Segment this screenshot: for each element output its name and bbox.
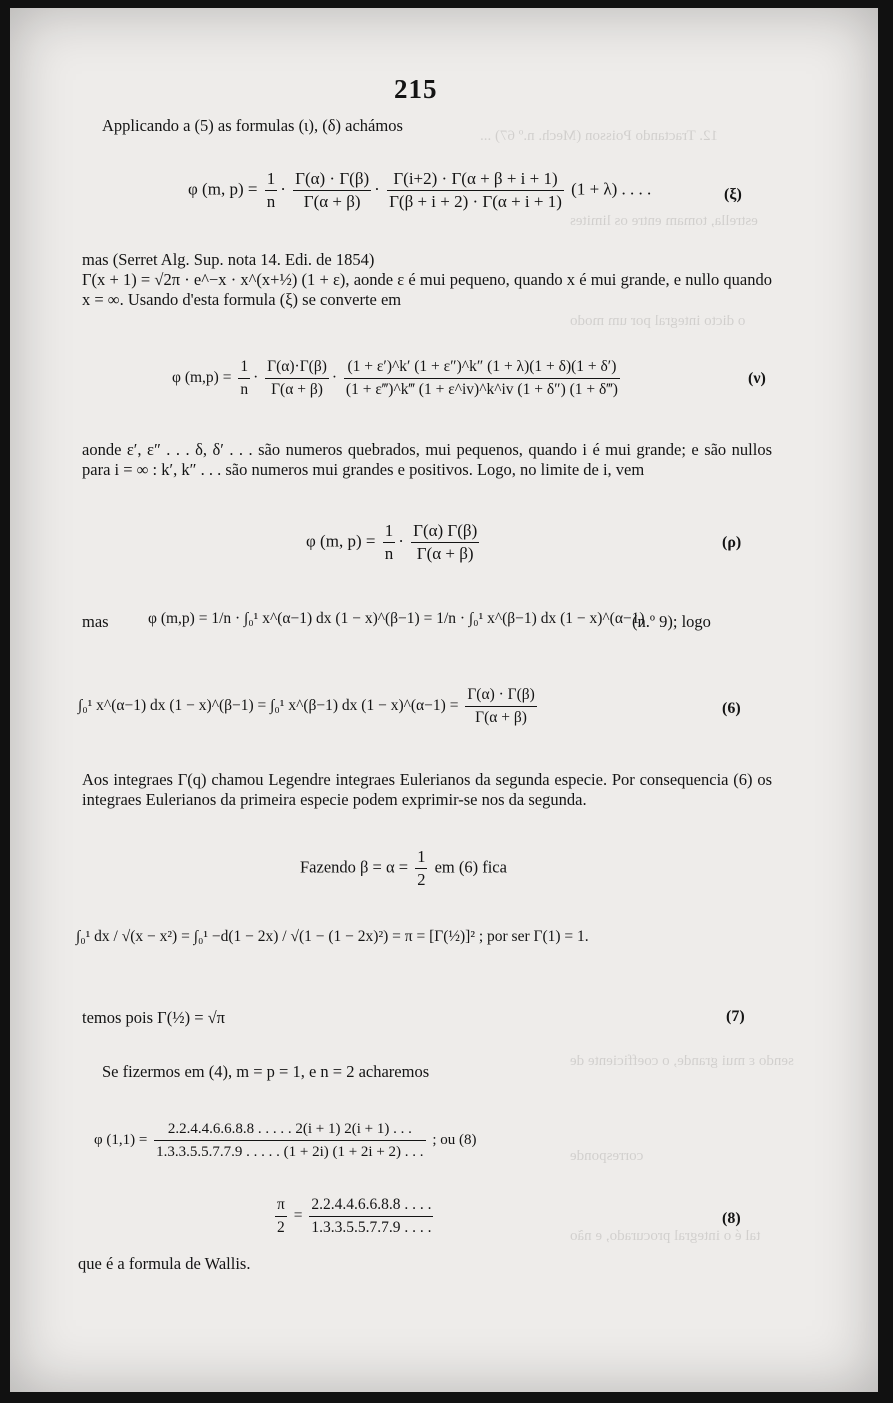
bleed-through-text: 12. Tractando Poisson (Mech. n.º 67) ... bbox=[480, 128, 718, 144]
equation-8: $\frac{\pi}{2}$ = $\frac{2.2.4.4.6.6.8.8 . . . .}{1.3.3.5.5.7.7.9 . . . .}$ bbox=[272, 1194, 436, 1239]
fraction bbox=[275, 1194, 287, 1239]
fraction-denominator: Γ(α + β) bbox=[271, 381, 323, 398]
equation-lhs: φ (m,p) = bbox=[172, 369, 232, 387]
fraction-denominator: 1.3.3.5.5.7.7.9 . . . . . (1 + 2i) (1 + 2i + 2) . . . bbox=[156, 1144, 424, 1160]
equation-6 bbox=[78, 684, 540, 729]
equation-tag: (ρ) bbox=[722, 534, 742, 551]
equation-integral bbox=[76, 928, 589, 946]
fraction-numerator: Γ(α)·Γ(β) bbox=[265, 356, 329, 379]
fraction-numerator: 2.2.4.4.6.6.8.8 . . . . bbox=[309, 1194, 433, 1217]
fraction-numerator: π bbox=[275, 1194, 287, 1217]
fraction bbox=[383, 520, 396, 565]
equation-part: ∫₀¹ x^(α−1) dx (1 − x)^(β−1) = ∫₀¹ x^(β−1) dx (1 − x)^(α−1) = bbox=[78, 697, 459, 715]
equation-part: ∫₀¹ dx / √(x − x²) = bbox=[76, 928, 190, 945]
fraction bbox=[265, 356, 329, 401]
fraction bbox=[387, 168, 564, 213]
closing-text: que é a formula de Wallis. bbox=[78, 1254, 251, 1273]
fazendo-post: em (6) fica bbox=[434, 857, 507, 877]
equation-reference: (n.º 9); logo bbox=[632, 612, 711, 631]
fraction-denominator: Γ(β + i + 2) · Γ(α + i + 1) bbox=[389, 192, 562, 211]
equation-rho: φ (m, p) = $\frac{1}{n}$ · $\frac{\Gamma(\alpha) \Gamma(\beta)}{\Gamma(\alpha + \beta)}$ bbox=[306, 521, 478, 563]
equation-tag: (6) bbox=[722, 700, 741, 717]
legendre-text: Aos integraes Γ(q) chamou Legendre integraes Eulerianos da segunda especie. Por consequencia (6) os integraes Eulerianos da primeira especie podem exprimir-se nos da segunda. bbox=[82, 770, 772, 809]
fazendo-pre: Fazendo β = α = bbox=[300, 857, 409, 877]
fraction bbox=[238, 356, 250, 401]
equation-part: = 1/n · ∫₀¹ x^(β−1) dx (1 − x)^(α−1) bbox=[423, 610, 645, 627]
fraction-denominator: Γ(α + β) bbox=[416, 544, 474, 563]
equation-lhs: φ (m, p) = bbox=[188, 179, 258, 199]
fraction-numerator: Γ(α) Γ(β) bbox=[411, 520, 479, 543]
equation-nu: φ (m,p) = $\frac{1}{n}$ · $\frac{\Gamma(\alpha)\cdot\Gamma(\beta)}{\Gamma(\alpha + \beta)}$ · $\frac{(1 + \varepsilon')\^{}k' (1 + \varepsilon'')\^{}k'' (1 + \lambda)(1 + \delta)(1 + \delta')}{(1 + \varepsilon‴)\^{}k‴ (1 + \varepsilon\^{}iv)\^{}k\^{}iv (1 + \delta'') (1 + \delta‴)}$ bbox=[172, 356, 623, 401]
bleed-through-text: tal é o integral procurado, e não bbox=[570, 1228, 761, 1244]
equation-tag: (ν) bbox=[748, 370, 766, 387]
fraction-numerator: Γ(α) · Γ(β) bbox=[465, 684, 537, 707]
fraction-numerator: (1 + ε′)^k′ (1 + ε″)^k″ (1 + λ)(1 + δ)(1 + δ′) bbox=[344, 356, 620, 379]
serret-reference: mas (Serret Alg. Sup. nota 14. Edi. de 1854) bbox=[82, 250, 375, 269]
equation-lhs: φ (m, p) = bbox=[306, 531, 376, 551]
fraction bbox=[411, 520, 479, 565]
equation-wallis-phi bbox=[94, 1118, 476, 1163]
fraction-numerator: 1 bbox=[265, 168, 278, 191]
equation-tag: (7) bbox=[726, 1008, 745, 1025]
fraction-numerator: 1 bbox=[415, 846, 427, 869]
equation-tag: (ξ) bbox=[724, 186, 742, 203]
intro-line: Applicando a (5) as formulas (ι), (δ) achámos bbox=[102, 116, 403, 135]
equation-7: temos pois Γ(½) = √π bbox=[82, 1008, 226, 1027]
fraction-denominator: (1 + ε‴)^k‴ (1 + ε^iv)^k^iv (1 + δ″) (1 + δ‴) bbox=[345, 381, 618, 398]
equation-xi: φ (m, p) = $\frac{1}{n}$ · $\frac{\Gamma(\alpha) \cdot \Gamma(\beta)}{\Gamma(\alpha + \beta)}$ · $\frac{\Gamma(i+2) \cdot \Gamma(\alpha + \beta + i + 1)}{\Gamma(\beta + i + 2) \cdot \Gamma(\alpha + i + 1)}$ (1 + λ) . . . . bbox=[188, 169, 652, 211]
fraction bbox=[293, 168, 371, 213]
fraction bbox=[265, 168, 278, 213]
fraction-numerator: Γ(α) · Γ(β) bbox=[293, 168, 371, 191]
fraction-denominator: Γ(α + β) bbox=[475, 709, 527, 726]
fraction-numerator: 2.2.4.4.6.6.8.8 . . . . . 2(i + 1) 2(i + 1) . . . bbox=[154, 1118, 425, 1141]
page-number: 215 bbox=[394, 74, 438, 104]
se-fizermos-text: Se fizermos em (4), m = p = 1, e n = 2 acharemos bbox=[102, 1062, 430, 1081]
fraction-numerator: Γ(i+2) · Γ(α + β + i + 1) bbox=[387, 168, 564, 191]
bleed-through-text: sendo ε mui grande, o coefficiente de bbox=[570, 1053, 794, 1069]
equation-lhs: φ (1,1) = bbox=[94, 1131, 148, 1148]
equation-part: = π = [Γ(½)]² ; por ser Γ(1) = 1. bbox=[392, 928, 589, 945]
equation-tail: (1 + λ) . . . . bbox=[571, 179, 652, 199]
mas-word: mas bbox=[82, 612, 109, 631]
fraction bbox=[344, 356, 620, 401]
fraction bbox=[415, 846, 427, 891]
bleed-through-text: o dicto integral por um modo bbox=[570, 313, 746, 329]
bleed-through-text: corresponde bbox=[570, 1148, 644, 1164]
equation-mas bbox=[148, 610, 645, 628]
fraction-denominator: 1.3.3.5.5.7.7.9 . . . . bbox=[311, 1219, 432, 1236]
fraction-numerator: 1 bbox=[383, 520, 396, 543]
fraction-denominator: n bbox=[266, 192, 276, 211]
fraction-denominator: n bbox=[384, 544, 394, 563]
equation-part: ∫₀¹ −d(1 − 2x) / √(1 − (1 − 2x)²) bbox=[193, 928, 389, 945]
fraction bbox=[154, 1118, 425, 1163]
equation-tag: (8) bbox=[722, 1210, 741, 1227]
equation-tail: ; ou (8) bbox=[432, 1131, 477, 1148]
fraction bbox=[465, 684, 537, 729]
fraction bbox=[309, 1194, 433, 1239]
bleed-through-text: estrella, tomam entre os limites bbox=[570, 213, 758, 229]
scanned-page bbox=[10, 8, 878, 1392]
stirling-formula-text: Γ(x + 1) = √2π · e^−x · x^(x+½) (1 + ε), aonde ε é mui pequeno, quando x é mui grande, e nullo quando x = ∞. Usando d'esta formula (ξ) se converte em bbox=[82, 270, 772, 309]
fraction-denominator: 2 bbox=[417, 870, 426, 889]
aonde-text: aonde ε′, ε″ . . . δ, δ′ . . . são numeros quebrados, mui pequenos, quando i é mui grande; e são nullos para i = ∞ : k′, k″ . . . são numeros mui grandes e positivos. Logo, no limite de i, vem bbox=[82, 440, 772, 479]
fraction-denominator: n bbox=[240, 381, 249, 398]
fraction-denominator: Γ(α + β) bbox=[303, 192, 361, 211]
fraction-numerator: 1 bbox=[238, 356, 250, 379]
equation-part: φ (m,p) = 1/n · ∫₀¹ x^(α−1) dx (1 − x)^(β−1) bbox=[148, 610, 420, 627]
fraction-denominator: 2 bbox=[277, 1219, 285, 1236]
fazendo-line bbox=[300, 846, 507, 891]
